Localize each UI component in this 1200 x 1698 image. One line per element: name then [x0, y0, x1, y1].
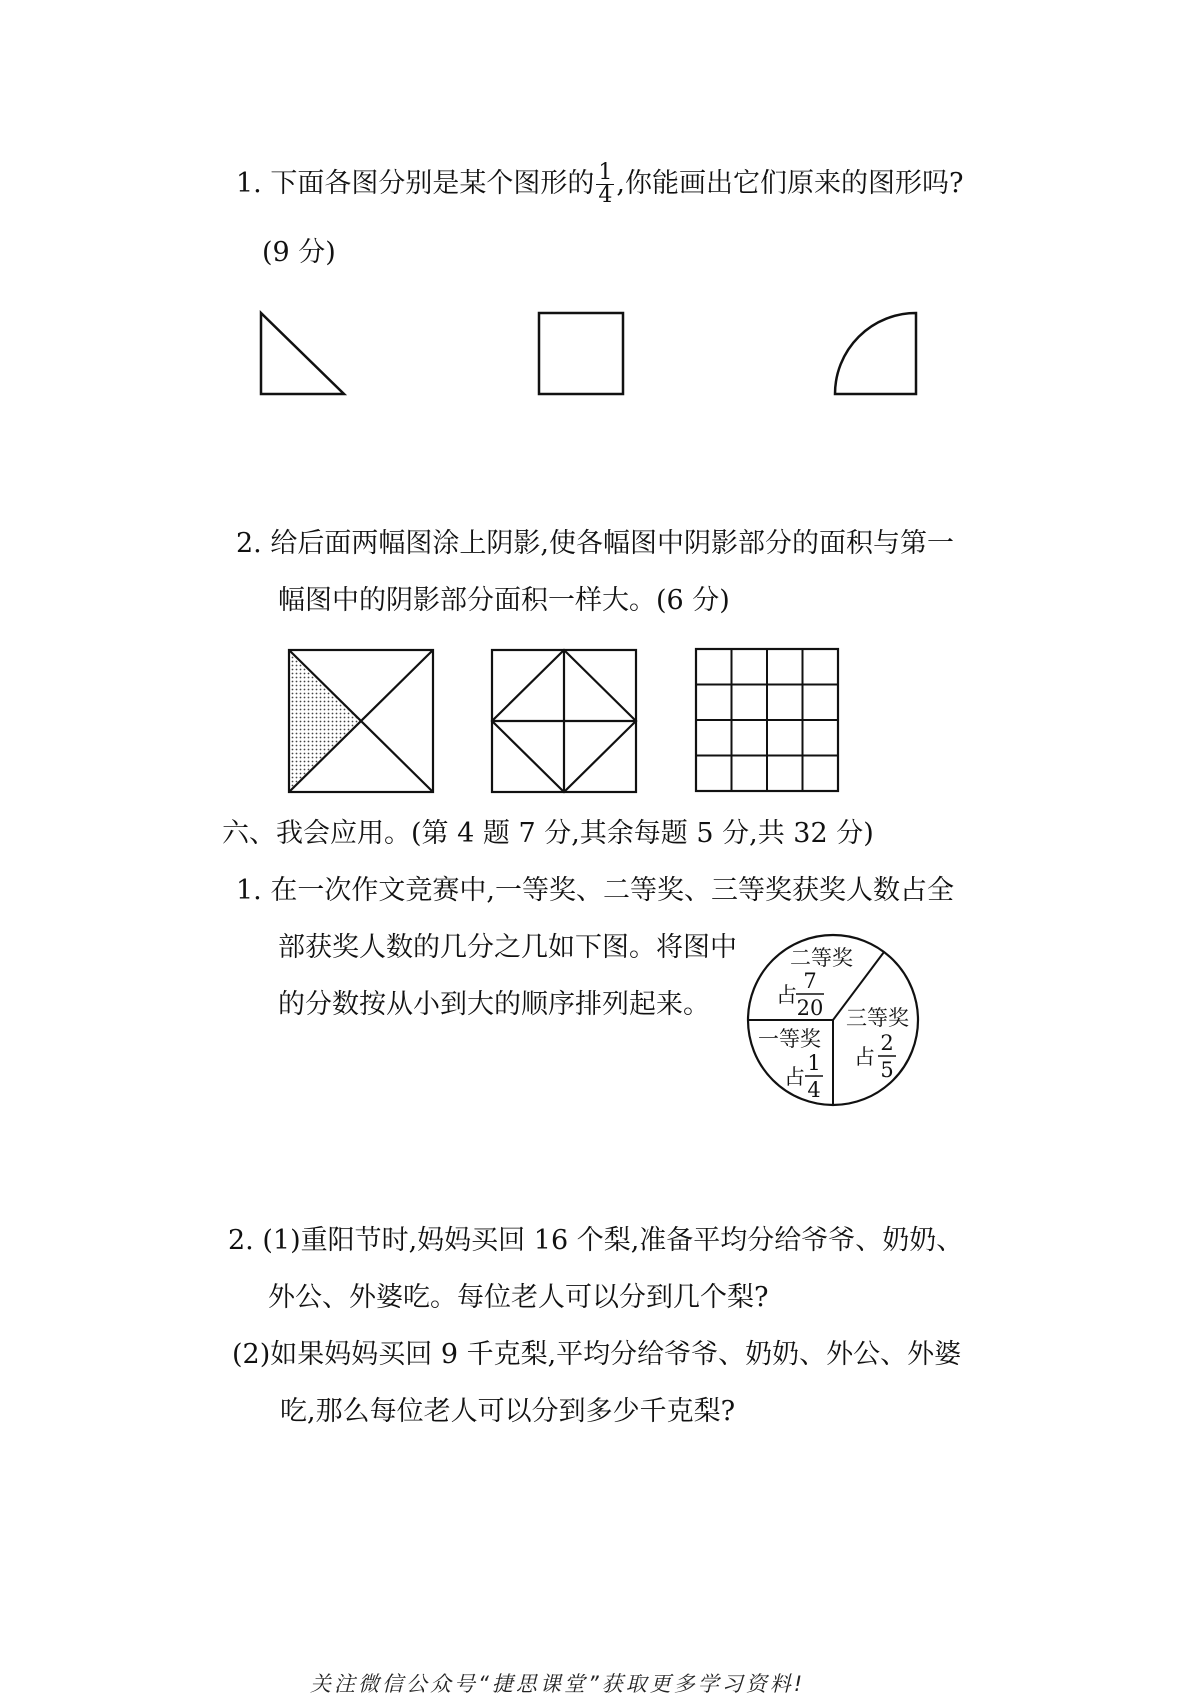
- q1-text-before: 下面各图分别是某个图形的: [270, 168, 595, 199]
- pie-third-num: 2: [880, 1031, 894, 1055]
- pie-third-label: 三等奖: [846, 1006, 909, 1030]
- s6-q2-b-line1: (2)如果妈妈买回 9 千克梨,平均分给爷爷、奶奶、外公、外婆: [232, 1339, 962, 1370]
- q1-points: (9 分): [262, 237, 336, 268]
- q1-number: 1.: [236, 168, 262, 199]
- q1-frac-num: 1: [598, 160, 613, 185]
- pie-third-prefix: 占: [854, 1045, 875, 1069]
- q1-frac-den: 4: [598, 183, 613, 208]
- s6-q1-line3: 的分数按从小到大的顺序排列起来。: [278, 989, 710, 1020]
- q1-text-after: ,你能画出它们原来的图形吗?: [616, 168, 964, 199]
- s6-q2-line1: [228, 1224, 963, 1258]
- s6-q1-line2: 部获奖人数的几分之几如下图。将图中: [278, 932, 737, 963]
- shaded-triangle: [289, 650, 360, 792]
- s6-q2-a-line2: 外公、外婆吃。每位老人可以分到几个梨?: [268, 1282, 769, 1313]
- award-pie-chart: [746, 932, 922, 1108]
- s6-q2-a-line1: (1)重阳节时,妈妈买回 16 个梨,准备平均分给爷爷、奶奶、: [262, 1225, 964, 1256]
- pie-first-label: 一等奖: [758, 1027, 821, 1051]
- pie-third-den: 5: [880, 1058, 894, 1082]
- q2-line1: [236, 527, 954, 561]
- square-x-shaded-figure: [287, 648, 435, 794]
- s6-q2-b-line2: 吃,那么每位老人可以分到多少千克梨?: [280, 1396, 736, 1427]
- square-diamond-figure: [490, 648, 638, 794]
- pie-first-num: 1: [807, 1051, 821, 1075]
- q1-text: [236, 162, 963, 207]
- quarter-triangle-figure: [258, 310, 350, 398]
- q1-fraction: [596, 162, 614, 207]
- s6-q1-number: 1.: [236, 875, 262, 906]
- pie-second-num: 7: [803, 969, 817, 993]
- q2-number: 2.: [236, 528, 262, 559]
- pie-second-prefix: 占: [776, 983, 797, 1007]
- pie-first-den: 4: [807, 1078, 821, 1102]
- q2-line1-text: 给后面两幅图涂上阴影,使各幅图中阴影部分的面积与第一: [270, 528, 954, 559]
- quarter-square-figure: [536, 310, 628, 398]
- quarter-circle-figure: [832, 310, 924, 398]
- pie-second-label: 二等奖: [790, 946, 853, 970]
- footer-note: 关注微信公众号“捷思课堂”获取更多学习资料!: [310, 1672, 806, 1696]
- pie-second-den: 20: [796, 996, 824, 1020]
- s6-q1-line1-text: 在一次作文竞赛中,一等奖、二等奖、三等奖获奖人数占全: [270, 875, 954, 906]
- s6-q2-number: 2.: [228, 1225, 254, 1256]
- section6-heading: 六、我会应用。(第 4 题 7 分,其余每题 5 分,共 32 分): [222, 818, 874, 849]
- q2-line2: 幅图中的阴影部分面积一样大。(6 分): [278, 585, 730, 616]
- pie-first-prefix: 占: [784, 1065, 805, 1089]
- s6-q1-line1: [236, 874, 954, 908]
- grid-4x4-figure: [694, 647, 842, 795]
